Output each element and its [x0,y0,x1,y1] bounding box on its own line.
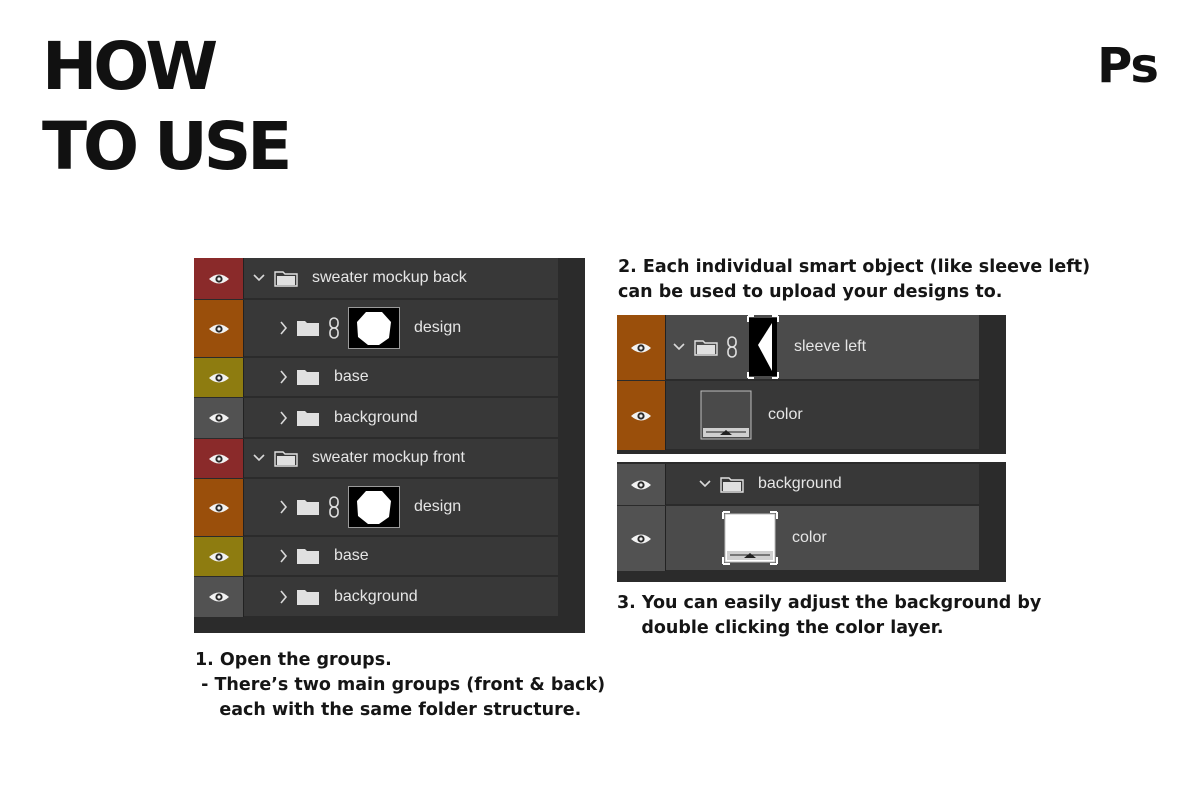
layer-row[interactable] [194,300,558,357]
eye-icon [630,340,652,356]
chevron-down-icon [698,479,712,489]
visibility-toggle[interactable] [194,577,244,617]
folder-icon [296,368,320,386]
folder-icon [274,269,298,287]
chevron-down-icon [252,273,266,283]
layer-name: design [414,319,462,336]
layer-row[interactable] [194,577,558,617]
layer-row[interactable] [617,506,979,571]
layer-content[interactable] [244,258,558,299]
caption-step-2: 2. Each individual smart object (like sleeve left) can be used to upload your designs to. [618,257,1091,302]
folder-icon [296,498,320,516]
layer-content[interactable] [666,315,979,380]
chevron-right-icon [278,548,288,564]
layer-row[interactable] [194,537,558,576]
eye-icon [208,370,230,386]
layer-name: background [758,475,842,492]
chevron-down-icon [252,453,266,463]
visibility-toggle[interactable] [194,537,244,576]
layer-name: design [414,498,462,515]
layer-name: color [792,529,827,546]
design-mask-thumbnail [348,486,400,528]
design-mask-thumbnail [348,307,400,349]
layer-content[interactable] [244,300,558,357]
chevron-right-icon [278,410,288,426]
color-fill-thumbnail [722,511,778,565]
layers-panel-smart-object [617,315,1006,454]
eye-icon [208,451,230,467]
folder-icon [296,588,320,606]
layer-content[interactable] [244,358,558,397]
layer-name: color [768,406,803,423]
layer-name: background [334,408,418,426]
layer-content[interactable] [244,537,558,576]
chevron-right-icon [278,589,288,605]
layer-name: base [334,547,369,564]
folder-icon [694,338,718,356]
layers-panel-main [194,258,585,633]
chevron-right-icon [278,499,288,515]
layer-content[interactable] [244,398,558,438]
sleeve-mask-thumbnail [746,315,780,379]
folder-icon [296,319,320,337]
eye-icon [630,477,652,493]
link-icon [328,496,340,518]
visibility-toggle[interactable] [617,381,666,450]
folder-icon [296,409,320,427]
folder-icon [720,475,744,493]
layer-row[interactable] [194,479,558,536]
photoshop-logo: Ps [1097,38,1158,94]
layer-row[interactable] [194,258,558,299]
folder-icon [274,449,298,467]
visibility-toggle[interactable] [194,258,244,299]
eye-icon [208,410,230,426]
eye-icon [208,589,230,605]
layer-content[interactable] [244,479,558,536]
layer-content[interactable] [244,439,558,478]
layer-name: sleeve left [794,338,867,355]
eye-icon [208,271,230,287]
layer-name: sweater mockup front [312,449,465,466]
layer-content[interactable] [666,506,979,571]
layer-row[interactable] [617,464,979,505]
layer-content[interactable] [244,577,558,617]
caption-step-3: 3. You can easily adjust the background by double clicking the color layer. [617,593,1042,638]
layer-content[interactable] [666,381,979,450]
layer-row[interactable] [617,381,979,450]
visibility-toggle[interactable] [194,439,244,478]
link-icon [726,336,738,358]
visibility-toggle[interactable] [617,315,666,380]
layer-row[interactable] [194,398,558,438]
eye-icon [630,408,652,424]
layer-name: sweater mockup back [312,269,467,286]
page-title-line-1: HOW [42,28,215,105]
caption-step-1: 1. Open the groups. - There’s two main groups (front & back) each with the same folder structure. [195,650,606,720]
chevron-down-icon [672,342,686,352]
eye-icon [630,531,652,547]
eye-icon [208,549,230,565]
visibility-toggle[interactable] [194,358,244,397]
visibility-toggle[interactable] [617,464,666,505]
eye-icon [208,321,230,337]
chevron-right-icon [278,369,288,385]
layer-name: background [334,587,418,605]
link-icon [328,317,340,339]
layer-row[interactable] [194,358,558,397]
chevron-right-icon [278,320,288,336]
page-title-line-2: TO USE [42,108,289,185]
folder-icon [296,547,320,565]
visibility-toggle[interactable] [194,300,244,357]
visibility-toggle[interactable] [194,479,244,536]
visibility-toggle[interactable] [194,398,244,438]
layer-content[interactable] [666,464,979,505]
layer-row[interactable] [194,439,558,478]
layers-panel-background [617,462,1006,582]
color-fill-thumbnail [698,388,754,442]
layer-name: base [334,368,369,385]
layer-row[interactable] [617,315,979,380]
eye-icon [208,500,230,516]
visibility-toggle[interactable] [617,506,666,571]
